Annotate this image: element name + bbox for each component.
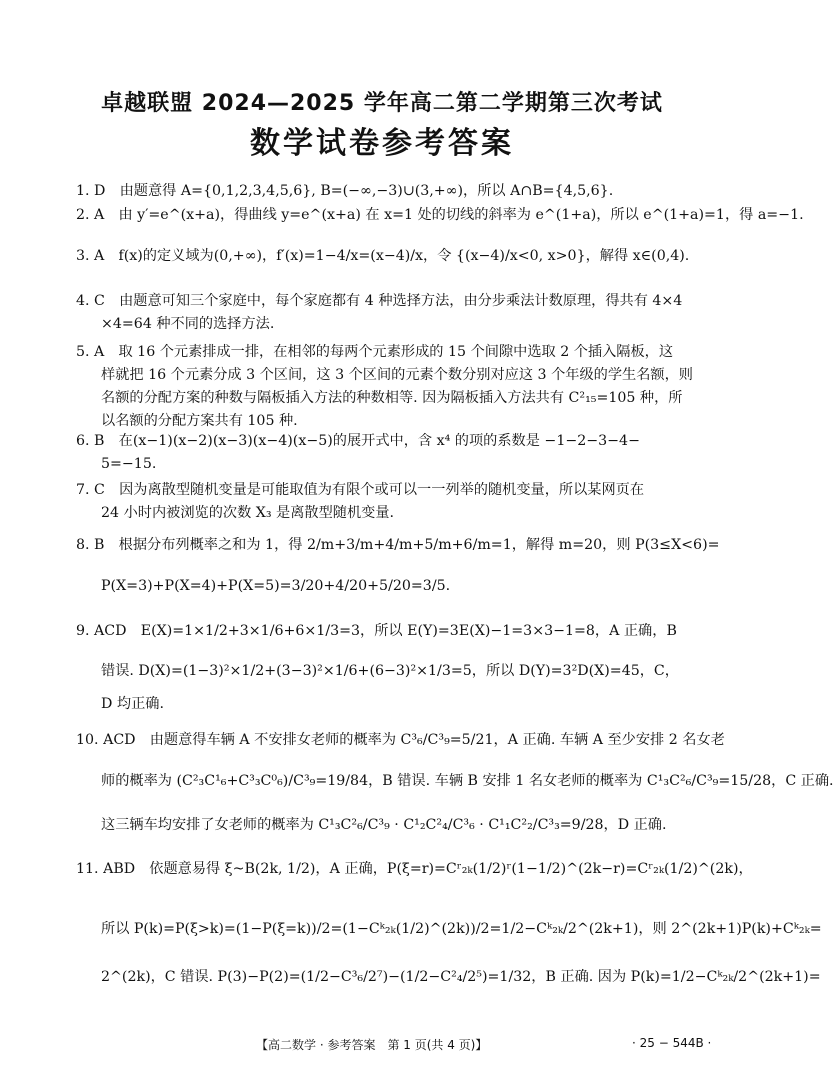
document-title: 数学试卷参考答案 [250,126,514,161]
exam-title: 卓越联盟 2024—2025 学年高二第二学期第三次考试 [101,91,663,116]
answer-10: 10. ACD 由题意得车辆 A 不安排女老师的概率为 C³₆/C³₉=5/21，A 正确. 车辆 A 至少安排 2 名女老 [76,732,725,748]
answer-10-cont: 这三辆车均安排了女老师的概率为 C¹₃C²₆/C³₉ · C¹₂C²₄/C³₆ · C¹₁C²₂/C³₃=9/28，D 正确. [101,817,667,833]
answer-4-cont: ×4=64 种不同的选择方法. [101,316,275,332]
answer-5-cont: 名额的分配方案的种数与隔板插入方法的种数相等. 因为隔板插入方法共有 C²₁₅=105 种，所 [101,390,683,406]
document-code: · 25 − 544B · [632,1036,712,1050]
answer-5-cont: 以名额的分配方案共有 105 种. [101,413,298,429]
answer-3: 3. A f(x)的定义域为(0,+∞)，f′(x)=1−4/x=(x−4)/x，令 {(x−4)/x<0, x>0}，解得 x∈(0,4). [76,248,690,264]
answer-4: 4. C 由题意可知三个家庭中，每个家庭都有 4 种选择方法，由分步乘法计数原理，得共有 4×4 [76,293,683,309]
answer-11: 11. ABD 依题意易得 ξ~B(2k, 1/2)，A 正确，P(ξ=r)=Cʳ₂ₖ(1/2)ʳ(1−1/2)^(2k−r)=Cʳ₂ₖ(1/2)^(2k)， [76,861,753,877]
answer-9: 9. ACD E(X)=1×1/2+3×1/6+6×1/3=3，所以 E(Y)=3E(X)−1=3×3−1=8，A 正确，B [76,623,677,639]
answer-5-cont: 样就把 16 个元素分成 3 个区间，这 3 个区间的元素个数分别对应这 3 个年级的学生名额，则 [101,367,693,383]
answer-6-cont: 5=−15. [101,456,157,472]
answer-8: 8. B 根据分布列概率之和为 1，得 2/m+3/m+4/m+5/m+6/m=1，解得 m=20，则 P(3≤X<6)= [76,537,720,553]
answer-11-cont: 2^(2k)，C 错误. P(3)−P(2)=(1/2−C³₆/2⁷)−(1/2−C²₄/2⁵)=1/32，B 正确. 因为 P(k)=1/2−Cᵏ₂ₖ/2^(2k+1)= [101,969,821,985]
answer-5: 5. A 取 16 个元素排成一排，在相邻的每两个元素形成的 15 个间隙中选取 2 个插入隔板，这 [76,344,674,360]
answer-6: 6. B 在(x−1)(x−2)(x−3)(x−4)(x−5)的展开式中，含 x⁴ 的项的系数是 −1−2−3−4− [76,433,640,449]
answer-7: 7. C 因为离散型随机变量是可能取值为有限个或可以一一列举的随机变量，所以某网页在 [76,482,645,498]
answer-11-cont: 所以 P(k)=P(ξ>k)=(1−P(ξ=k))/2=(1−Cᵏ₂ₖ(1/2)^(2k))/2=1/2−Cᵏ₂ₖ/2^(2k+1)，则 2^(2k+1)P(k)+Cᵏ₂ₖ= [101,921,822,937]
answer-9-cont: D 均正确. [101,696,164,712]
answer-10-cont: 师的概率为 (C²₃C¹₆+C³₃C⁰₆)/C³₉=19/84，B 错误. 车辆 B 安排 1 名女老师的概率为 C¹₃C²₆/C³₉=15/28，C 正确. [101,773,834,789]
page-footer: 【高二数学 · 参考答案 第 1 页(共 4 页)】 [256,1038,488,1052]
answer-2: 2. A 由 y′=e^(x+a)，得曲线 y=e^(x+a) 在 x=1 处的切线的斜率为 e^(1+a)，所以 e^(1+a)=1，得 a=−1. [76,207,804,223]
answer-8-cont: P(X=3)+P(X=4)+P(X=5)=3/20+4/20+5/20=3/5. [101,578,451,594]
answer-7-cont: 24 小时内被浏览的次数 X₃ 是离散型随机变量. [101,505,395,521]
answer-1: 1. D 由题意得 A={0,1,2,3,4,5,6}, B=(−∞,−3)∪(3,+∞)，所以 A∩B={4,5,6}. [76,183,614,199]
answer-9-cont: 错误. D(X)=(1−3)²×1/2+(3−3)²×1/6+(6−3)²×1/3=5，所以 D(Y)=3²D(X)=45，C， [101,663,679,679]
